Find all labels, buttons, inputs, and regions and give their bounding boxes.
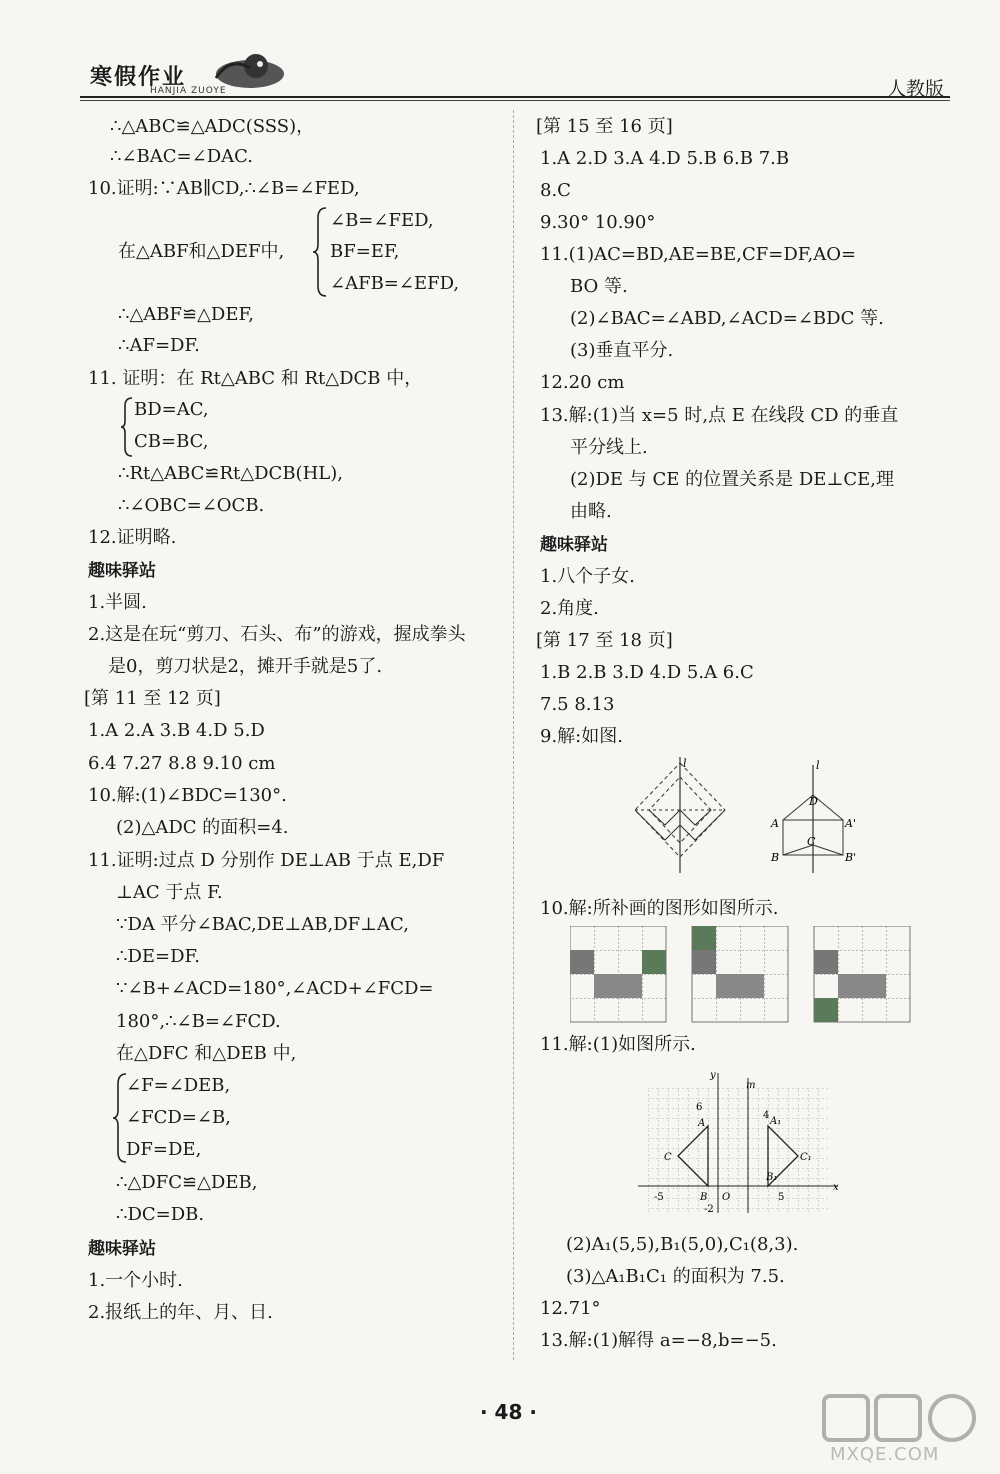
answer-line: ∴△DFC≌△DEB, bbox=[116, 1172, 258, 1193]
fig-label: A' bbox=[845, 817, 856, 830]
answer-line: 180°,∴∠B=∠FCD. bbox=[116, 1011, 281, 1032]
watermark-url: MXQE.COM bbox=[830, 1444, 940, 1465]
answer-line: ∵∠B+∠ACD=180°,∠ACD+∠FCD= bbox=[116, 978, 434, 999]
header-rule bbox=[80, 96, 950, 98]
answer-line: BD=AC, bbox=[134, 399, 209, 420]
fig-label: 5 bbox=[778, 1192, 785, 1203]
fig-label: m bbox=[746, 1080, 756, 1091]
page-number: · 48 · bbox=[480, 1400, 537, 1424]
answer-line: 11.(1)AC=BD,AE=BE,CF=DF,AO= bbox=[540, 244, 857, 265]
answer-line: 1.八个子女. bbox=[540, 566, 635, 587]
column-divider bbox=[513, 110, 514, 1360]
watermark-logo bbox=[820, 1390, 990, 1470]
answer-line: 1.A 2.A 3.B 4.D 5.D bbox=[88, 720, 265, 741]
answer-line: ∴△ABC≌△ADC(SSS)， bbox=[110, 116, 315, 137]
answer-line: CB=BC, bbox=[134, 431, 209, 452]
fig-label: C bbox=[807, 835, 816, 848]
answer-line: ∵DA 平分∠BAC,DE⊥AB,DF⊥AC, bbox=[116, 914, 409, 935]
answer-line: 由略. bbox=[570, 501, 612, 522]
grid-1 bbox=[570, 926, 666, 1022]
answer-line: ∠FCD=∠B, bbox=[126, 1107, 231, 1128]
answer-line: 8.C bbox=[540, 180, 571, 201]
answer-line: ∴Rt△ABC≌Rt△DCB(HL), bbox=[118, 463, 343, 484]
book-logo: 寒假作业 bbox=[90, 64, 187, 90]
fig-label: O bbox=[722, 1192, 731, 1203]
grid-shapes-figure bbox=[570, 926, 915, 1026]
answer-line: 在△ABF和△DEF中, bbox=[118, 241, 285, 262]
answer-line: 11.证明:过点 D 分别作 DE⊥AB 于点 E,DF bbox=[88, 850, 445, 871]
left-brace-icon bbox=[312, 206, 328, 298]
fig-label: 4 bbox=[763, 1110, 770, 1121]
symmetry-figure bbox=[625, 755, 865, 875]
answer-line: 12.71° bbox=[540, 1298, 601, 1319]
answer-line: 13.解:(1)解得 a=−8,b=−5. bbox=[540, 1330, 777, 1351]
fig-label: -5 bbox=[654, 1192, 664, 1203]
section-heading: 趣味驿站 bbox=[88, 1239, 156, 1259]
fig-label: B bbox=[771, 851, 780, 864]
answer-line: BF=EF, bbox=[330, 241, 400, 262]
answer-line: DF=DE, bbox=[126, 1139, 202, 1160]
answer-line: 6.4 7.27 8.8 9.10 cm bbox=[88, 753, 276, 774]
answer-line: 1.A 2.D 3.A 4.D 5.B 6.B 7.B bbox=[540, 148, 790, 169]
answer-line: ⊥AC 于点 F. bbox=[116, 882, 223, 903]
answer-line: 平分线上. bbox=[570, 437, 648, 458]
section-heading: 趣味驿站 bbox=[540, 535, 608, 555]
edition-label: 人教版 bbox=[886, 78, 944, 100]
watermark-icon bbox=[820, 1390, 980, 1446]
fig-label: y bbox=[710, 1070, 716, 1081]
header-rule-thin bbox=[80, 100, 950, 101]
answer-line: (3)垂直平分. bbox=[570, 340, 674, 361]
answer-line: ∴∠OBC=∠OCB. bbox=[118, 495, 265, 516]
fig-label: B₁ bbox=[766, 1172, 778, 1183]
answer-line: 2.角度. bbox=[540, 598, 599, 619]
answer-line: 在△DFC 和△DEB 中, bbox=[116, 1043, 297, 1064]
answer-line: ∴△ABF≌△DEF, bbox=[118, 304, 254, 325]
fig-label: D bbox=[809, 795, 818, 808]
answer-line: (2)∠BAC=∠ABD,∠ACD=∠BDC 等. bbox=[570, 308, 884, 329]
answer-line: (3)△A₁B₁C₁ 的面积为 7.5. bbox=[566, 1266, 785, 1287]
grid-3 bbox=[814, 926, 910, 1022]
page-range-heading: [第 11 至 12 页] bbox=[84, 688, 221, 709]
fig-label: B bbox=[700, 1192, 708, 1203]
answer-line: 11. 证明：在 Rt△ABC 和 Rt△DCB 中， bbox=[88, 368, 423, 389]
answer-line: ∴DC=DB. bbox=[116, 1204, 205, 1225]
fig-label: C₁ bbox=[800, 1152, 812, 1163]
answer-line: 7.5 8.13 bbox=[540, 694, 615, 715]
answer-line: 11.解:(1)如图所示. bbox=[540, 1034, 696, 1055]
answer-line: ∴AF=DF. bbox=[118, 335, 200, 356]
coordinate-figure bbox=[638, 1068, 848, 1218]
left-brace-icon bbox=[112, 1072, 128, 1164]
page-header bbox=[80, 40, 950, 100]
answer-line: 9.30° 10.90° bbox=[540, 212, 656, 233]
answer-line: 12.20 cm bbox=[540, 372, 625, 393]
answer-line: 1.B 2.B 3.D 4.D 5.A 6.C bbox=[540, 662, 754, 683]
answer-line: ∴DE=DF. bbox=[116, 946, 200, 967]
fig-label: C bbox=[664, 1152, 672, 1163]
answer-line: (2)△ADC 的面积=4. bbox=[116, 817, 289, 838]
answer-line: ∠F=∠DEB, bbox=[126, 1075, 231, 1096]
fig-label: B' bbox=[845, 851, 857, 864]
fig-label: 6 bbox=[696, 1102, 703, 1113]
answer-line: 1.半圆. bbox=[88, 592, 147, 613]
answer-line: 10.解:(1)∠BDC=130°. bbox=[88, 785, 287, 806]
fig-label: l bbox=[683, 757, 687, 770]
fig-label: l bbox=[816, 759, 820, 772]
answer-line: 2.报纸上的年、月、日. bbox=[88, 1302, 273, 1323]
page-range-heading: [第 15 至 16 页] bbox=[536, 116, 673, 137]
page-range-heading: [第 17 至 18 页] bbox=[536, 630, 673, 651]
cartoon-figure-icon bbox=[210, 48, 290, 92]
fig-label: A bbox=[698, 1118, 706, 1129]
fig-label: A bbox=[771, 817, 779, 830]
answer-line: 10.证明:∵AB∥CD,∴∠B=∠FED, bbox=[88, 178, 360, 199]
answer-line: BO 等. bbox=[570, 276, 628, 297]
answer-line: ∠AFB=∠EFD, bbox=[330, 273, 460, 294]
fig-label: x bbox=[833, 1182, 839, 1193]
answer-line: (2)DE 与 CE 的位置关系是 DE⊥CE,理 bbox=[570, 469, 894, 490]
answer-line: 1.一个小时. bbox=[88, 1270, 183, 1291]
answer-line: 2.这是在玩“剪刀、石头、布”的游戏，握成拳头 bbox=[88, 624, 466, 645]
answer-line: 12.证明略. bbox=[88, 527, 177, 548]
answer-line: ∠B=∠FED, bbox=[330, 210, 434, 231]
book-logo-subtitle: HANJIA ZUOYE bbox=[150, 86, 227, 96]
answer-line: 13.解:(1)当 x=5 时,点 E 在线段 CD 的垂直 bbox=[540, 405, 899, 426]
left-brace-icon bbox=[120, 396, 134, 458]
answer-line: ∴∠BAC=∠DAC. bbox=[110, 146, 253, 167]
answer-line: 是0，剪刀状是2，摊开手就是5了. bbox=[108, 656, 383, 677]
answer-line: 10.解:所补画的图形如图所示. bbox=[540, 898, 779, 919]
answer-line: 9.解:如图. bbox=[540, 726, 623, 747]
section-heading: 趣味驿站 bbox=[88, 561, 156, 581]
fig-label: A₁ bbox=[770, 1116, 782, 1127]
fig-label: -2 bbox=[704, 1204, 714, 1215]
answer-line: (2)A₁(5,5),B₁(5,0),C₁(8,3). bbox=[566, 1234, 799, 1255]
grid-2 bbox=[692, 926, 788, 1022]
